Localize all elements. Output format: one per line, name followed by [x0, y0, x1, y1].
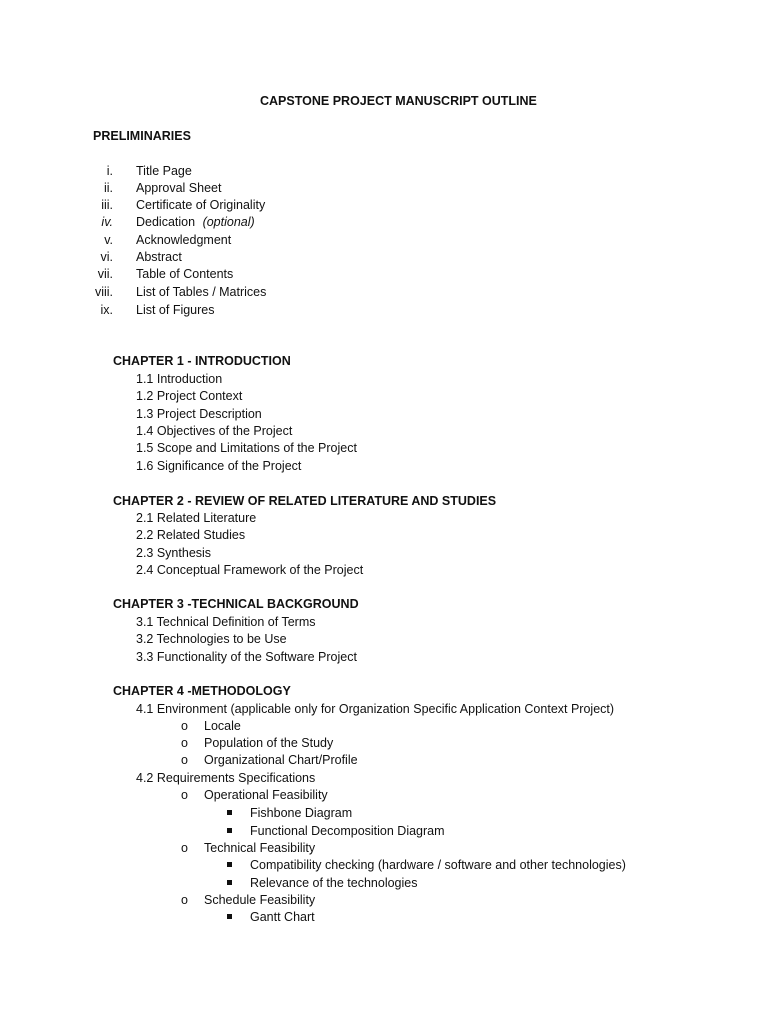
- section-item: 3.3 Functionality of the Software Project: [136, 650, 357, 664]
- list-item-number: vi.: [100, 250, 113, 264]
- square-bullet-icon: [227, 914, 232, 919]
- square-bullet-icon: [227, 880, 232, 885]
- list-item-number: i.: [106, 164, 113, 178]
- preliminaries-heading: PRELIMINARIES: [93, 129, 191, 143]
- circle-bullet-icon: o: [181, 788, 188, 802]
- list-item-number: v.: [104, 233, 113, 247]
- list-item-number: vii.: [97, 267, 113, 281]
- list-item-label: Dedication: [136, 215, 196, 229]
- list-item-number: ix.: [100, 303, 113, 317]
- list-item: [136, 214, 255, 230]
- square-bullet-icon: [227, 828, 232, 833]
- list-item: List of Tables / Matrices: [136, 285, 267, 299]
- section-item: 1.2 Project Context: [136, 389, 243, 403]
- chapter3-heading: CHAPTER 3 -TECHNICAL BACKGROUND: [113, 597, 359, 611]
- sub-sub-item: Gantt Chart: [250, 910, 315, 924]
- section-item: 1.6 Significance of the Project: [136, 459, 302, 473]
- section-item: 3.1 Technical Definition of Terms: [136, 615, 316, 629]
- list-item: Acknowledgment: [136, 233, 232, 247]
- chapter4-heading: CHAPTER 4 -METHODOLOGY: [113, 684, 291, 698]
- sub-item: Locale: [204, 719, 241, 733]
- section-item: 2.2 Related Studies: [136, 528, 246, 542]
- section-item: 1.3 Project Description: [136, 407, 262, 421]
- list-item: Table of Contents: [136, 267, 234, 281]
- circle-bullet-icon: o: [181, 841, 188, 855]
- sub-item: Organizational Chart/Profile: [204, 753, 358, 767]
- chapter1-heading: CHAPTER 1 - INTRODUCTION: [113, 354, 291, 368]
- list-item: List of Figures: [136, 303, 215, 317]
- circle-bullet-icon: o: [181, 893, 188, 907]
- list-item-number: ii.: [103, 181, 113, 195]
- square-bullet-icon: [227, 862, 232, 867]
- circle-bullet-icon: o: [181, 736, 188, 750]
- circle-bullet-icon: o: [181, 719, 188, 733]
- list-item-number: viii.: [94, 285, 113, 299]
- list-item: Approval Sheet: [136, 181, 222, 195]
- chapter2-heading: CHAPTER 2 - REVIEW OF RELATED LITERATURE AND STUDIES: [113, 494, 497, 508]
- section-item: 1.4 Objectives of the Project: [136, 424, 293, 438]
- sub-sub-item: Fishbone Diagram: [250, 806, 353, 820]
- sub-sub-item: Compatibility checking (hardware / software and other technologies): [250, 858, 626, 872]
- list-item: Abstract: [136, 250, 182, 264]
- sub-sub-item: Relevance of the technologies: [250, 876, 418, 890]
- section-item: 4.1 Environment (applicable only for Organization Specific Application Context Project): [136, 702, 615, 716]
- optional-note: (optional): [202, 215, 255, 229]
- section-item: 4.2 Requirements Specifications: [136, 771, 316, 785]
- sub-sub-item: Functional Decomposition Diagram: [250, 824, 445, 838]
- list-item-number: iii.: [101, 198, 113, 212]
- sub-item: Operational Feasibility: [204, 788, 328, 802]
- list-item: Certificate of Originality: [136, 198, 266, 212]
- section-item: 3.2 Technologies to be Use: [136, 632, 287, 646]
- circle-bullet-icon: o: [181, 753, 188, 767]
- section-item: 1.1 Introduction: [136, 372, 223, 386]
- section-item: 2.4 Conceptual Framework of the Project: [136, 563, 364, 577]
- sub-item: Technical Feasibility: [204, 841, 316, 855]
- list-item-number: iv.: [101, 215, 113, 229]
- sub-item: Schedule Feasibility: [204, 893, 316, 907]
- document-title: CAPSTONE PROJECT MANUSCRIPT OUTLINE: [260, 94, 537, 108]
- section-item: 2.3 Synthesis: [136, 546, 212, 560]
- square-bullet-icon: [227, 810, 232, 815]
- sub-item: Population of the Study: [204, 736, 334, 750]
- list-item: Title Page: [136, 164, 192, 178]
- section-item: 2.1 Related Literature: [136, 511, 257, 525]
- section-item: 1.5 Scope and Limitations of the Project: [136, 441, 357, 455]
